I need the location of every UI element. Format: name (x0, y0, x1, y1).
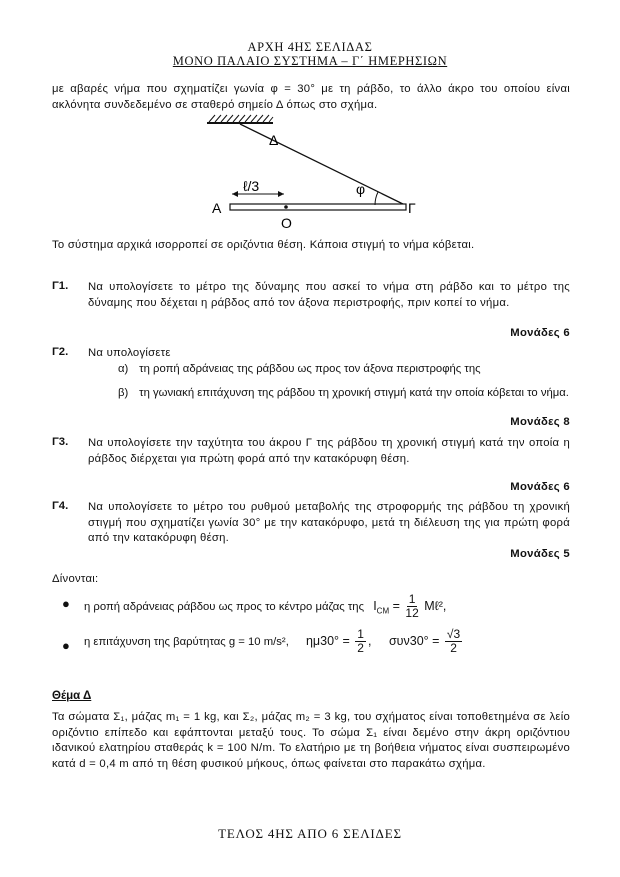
sin-tail: , (367, 633, 372, 648)
string-line (240, 124, 405, 205)
section-title: Θέμα Δ (52, 690, 92, 702)
sub-item-a-text: τη ροπή αδράνειας της ράβδου ως προς τον άξονα περιστροφής της (139, 363, 481, 375)
sub-item-a-label: α) (118, 363, 129, 375)
marks-g3: Μονάδες 6 (510, 481, 570, 493)
page-header-line1: ΑΡΧΗ 4ΗΣ ΣΕΛΙΔΑΣ (247, 40, 373, 54)
physics-figure (195, 112, 425, 232)
cos-fraction (445, 628, 462, 655)
given-item-inertia (84, 593, 446, 620)
sin-lhs: ημ30° = (305, 633, 350, 648)
label-G: Γ (408, 200, 416, 216)
sin-fraction (355, 628, 366, 655)
intro-paragraph: με αβαρές νήμα που σχηματίζει γωνία φ = 30° με τη ράβδο, το άλλο άκρο του οποίου είναι ακλόνητα συνδεδεμένο σε σταθερό σημείο Δ όπως στο σχήμα. (52, 83, 570, 111)
after-figure-paragraph: Το σύστημα αρχικά ισορροπεί σε οριζόντια θέση. Κάποια στιγμή το νήμα κόβεται. (52, 239, 475, 251)
given-gravity-text: η επιτάχυνση της βαρύτητας g = 10 m/s², (84, 635, 289, 648)
rod (230, 204, 406, 210)
question-text-g4: Να υπολογίσετε το μέτρο του ρυθμού μεταβολής της στροφορμής της ράβδου τη χρονική στιγμή που σχηματίζει γωνία 30° με την κατακόρυφο, μετά τη διέλευση της για πρώτη φορά από την κατακόρυφη θέση. (88, 501, 570, 544)
cos-lhs: συν30° = (388, 633, 440, 648)
sin-numerator: 1 (357, 627, 364, 641)
section-paragraph: Τα σώματα Σ₁, μάζας m₁ = 1 kg, και Σ₂, μάζας m₂ = 3 kg, του σχήματος είναι τοποθετημένα σε λείο οριζόντιο επίπεδο και εφάπτονται μεταξύ τους. Το σώμα Σ₁ είναι δεμένο στην άκρη οριζόντιου ιδανικού ελατηρίου σταθεράς k = 100 N/m. Το ελατήριο με τη βοήθεια νήματος είναι συσπειρωμένο κατά d = 0,4 m από τη θέση φυσικού μήκους, όπως φαίνεται στο παρακάτω σχήμα. (52, 711, 570, 770)
inertia-symbol: I (373, 598, 377, 613)
inertia-denominator: 12 (405, 606, 419, 620)
label-phi: φ (356, 181, 366, 197)
pivot-point (284, 205, 288, 209)
cos-denominator: 2 (450, 641, 457, 655)
bullet-icon: ● (62, 638, 70, 653)
marks-g2: Μονάδες 8 (510, 416, 570, 428)
cos-numerator: √3 (446, 627, 461, 641)
inertia-numerator: 1 (408, 592, 416, 606)
inertia-fraction (405, 593, 418, 620)
sub-item-b-text: τη γωνιακή επιτάχυνση της ράβδου τη χρονική στιγμή κατά την οποία κόβεται το νήμα. (139, 387, 569, 399)
ceiling-hatching (209, 115, 273, 122)
label-A: Α (212, 200, 222, 216)
question-text-g2: Να υπολογίσετε (88, 347, 171, 359)
inertia-subscript: CM (376, 606, 390, 616)
page-footer: ΤΕΛΟΣ 4ΗΣ ΑΠΟ 6 ΣΕΛΙΔΕΣ (218, 826, 402, 841)
label-delta: Δ (269, 132, 279, 148)
given-inertia-text: η ροπή αδράνειας ράβδου ως προς το κέντρο μάζας της (84, 600, 365, 613)
label-O: Ο (281, 215, 292, 231)
question-number-g1: Γ1. (52, 280, 69, 292)
label-length: ℓ/3 (243, 178, 260, 194)
marks-g4: Μονάδες 5 (510, 548, 570, 560)
question-text-g1: Να υπολογίσετε το μέτρο της δύναμης που ασκεί το νήμα στη ράβδο και το μέτρο της δύναμης που δέχεται η ράβδος από τον άξονα περιστροφής, πριν κοπεί το νήμα. (88, 281, 570, 309)
question-number-g3: Γ3. (52, 436, 69, 448)
question-text-g3: Να υπολογίσετε την ταχύτητα του άκρου Γ της ράβδου τη χρονική στιγμή κατά την οποία η ράβδος διέρχεται για πρώτη φορά από την κατακόρυφη θέση. (88, 437, 570, 465)
sub-item-b-label: β) (118, 387, 129, 399)
marks-g1: Μονάδες 6 (510, 327, 570, 339)
inertia-equals: = (392, 598, 400, 613)
given-title: Δίνονται: (52, 573, 99, 585)
sub-item-b (118, 386, 570, 402)
sub-item-a (118, 362, 570, 378)
sin-denominator: 2 (357, 641, 364, 655)
page-header-line2: ΜΟΝΟ ΠΑΛΑΙΟ ΣΥΣΤΗΜΑ – Γ΄ ΗΜΕΡΗΣΙΩΝ (172, 54, 448, 68)
inertia-tail: Mℓ², (424, 598, 447, 613)
question-number-g2: Γ2. (52, 346, 69, 358)
question-number-g4: Γ4. (52, 500, 69, 512)
bullet-icon: ● (62, 596, 70, 611)
angle-arc (375, 192, 378, 205)
given-item-gravity (84, 628, 464, 655)
